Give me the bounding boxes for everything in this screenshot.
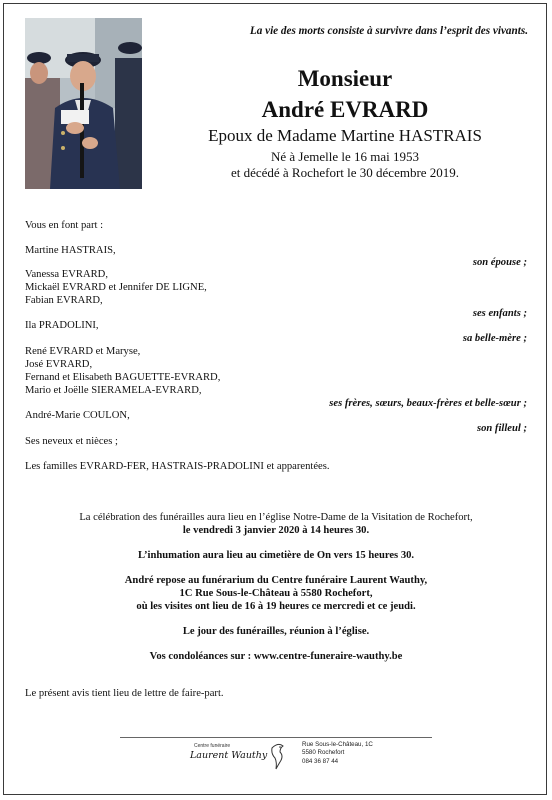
dove-icon — [268, 740, 288, 770]
visiting-hours: où les visites ont lieu de 16 à 19 heures ce mercredi et ce jeudi. — [136, 601, 416, 612]
family-name: Mickaël EVRARD et Jennifer DE LIGNE, — [25, 282, 207, 293]
relation-label: sa belle-mère ; — [462, 333, 527, 344]
burial-line: L’inhumation aura lieu au cimetière de On vers 15 heures 30. — [137, 550, 415, 561]
family-name: Fernand et Elisabeth BAGUETTE-EVRARD, — [25, 372, 221, 383]
address-street: Rue Sous-le-Château, 1C — [302, 741, 373, 748]
honorific: Monsieur — [297, 66, 393, 91]
relation-label: ses enfants ; — [472, 308, 527, 319]
footer-address — [302, 741, 373, 766]
family-name: Mario et Joëlle SIERAMELA-EVRARD, — [25, 385, 202, 396]
birth-line: Né à Jemelle le 16 mai 1953 — [270, 149, 419, 164]
relation-label: son épouse ; — [472, 257, 527, 268]
meeting-line: Le jour des funérailles, réunion à l’église. — [182, 626, 370, 637]
relation-label: son filleul ; — [476, 423, 527, 434]
family-name: José EVRARD, — [25, 359, 93, 370]
spouse-line: Epoux de Madame Martine HASTRAIS — [208, 126, 482, 145]
notice-line: Le présent avis tient lieu de lettre de faire-part. — [25, 688, 224, 699]
logo-caption: Centre funéraire — [194, 743, 231, 749]
phone-number: 084 36 87 44 — [302, 757, 339, 765]
family-name: Fabian EVRARD, — [25, 295, 103, 306]
families-line: Les familles EVRARD-FER, HASTRAIS-PRADOLINI et apparentées. — [25, 461, 330, 472]
intro-text: Vous en font part : — [25, 220, 104, 231]
family-name: René EVRARD et Maryse, — [25, 346, 141, 357]
funerarium-address: 1C Rue Sous-le-Château à 5580 Rochefort, — [179, 588, 373, 599]
epitaph-quote: La vie des morts consiste à survivre dans l’esprit des vivants. — [249, 25, 528, 37]
address-city: 5580 Rochefort — [302, 749, 345, 757]
ceremony-date: le vendredi 3 janvier 2020 à 14 heures 30. — [182, 525, 370, 536]
family-name: Martine HASTRAIS, — [25, 245, 116, 256]
family-name: Vanessa EVRARD, — [25, 269, 108, 280]
relation-label: ses frères, sœurs, beaux-frères et belle-sœur ; — [329, 398, 527, 409]
ceremony-place: La célébration des funérailles aura lieu en l’église Notre-Dame de la Visitation de Rochefort, — [79, 512, 473, 523]
footer-divider — [120, 737, 432, 738]
funeral-home-logo — [190, 743, 270, 773]
nephews-line: Ses neveux et nièces ; — [25, 436, 118, 447]
condolences-line: Vos condoléances sur : www.centre-funeraire-wauthy.be — [149, 651, 403, 662]
funerarium-line: André repose au funérarium du Centre funéraire Laurent Wauthy, — [124, 575, 428, 586]
logo-name: Laurent Wauthy — [190, 750, 268, 761]
family-name: Ila PRADOLINI, — [25, 320, 99, 331]
family-name: André-Marie COULON, — [25, 410, 130, 421]
deceased-name: André EVRARD — [261, 97, 429, 122]
family-section — [25, 0, 527, 800]
death-line: et décédé à Rochefort le 30 décembre 2019. — [230, 165, 460, 180]
